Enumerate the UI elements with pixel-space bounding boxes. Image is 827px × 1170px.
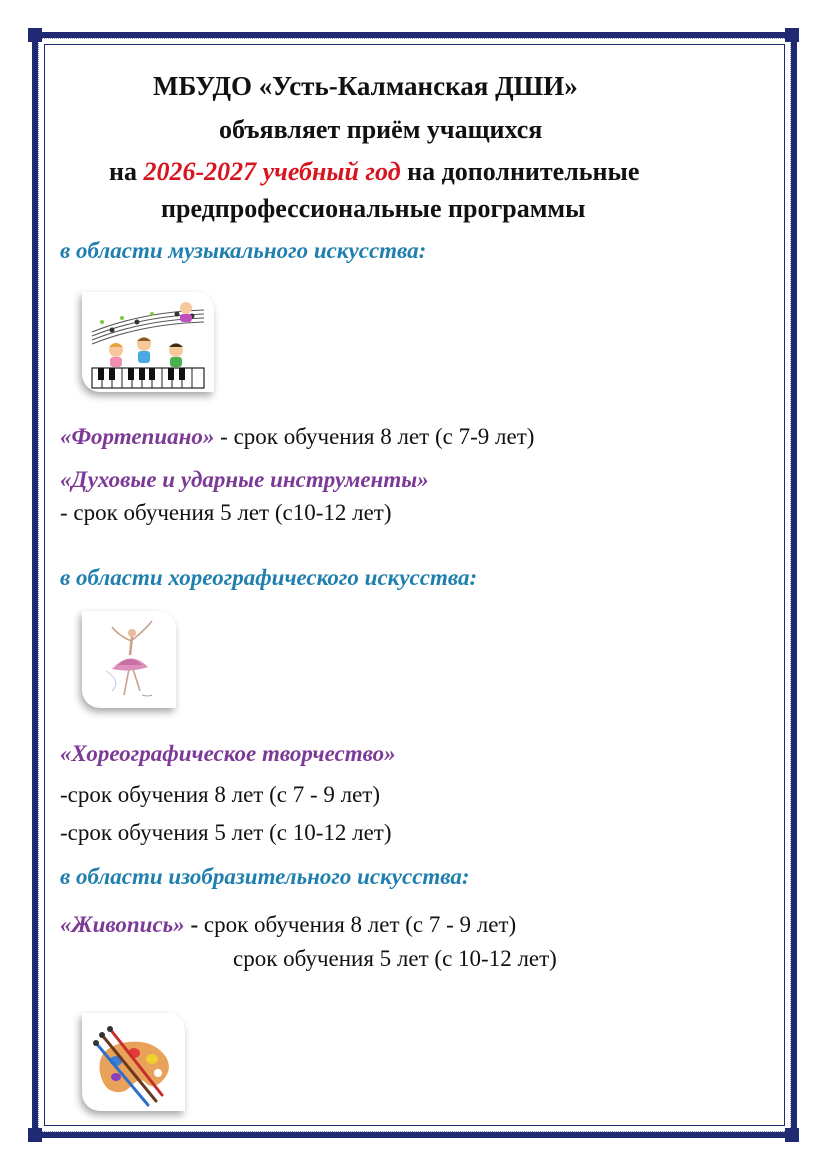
children-piano-icon xyxy=(82,292,214,392)
art-area-title: в области изобразительного искусства: xyxy=(60,864,470,889)
piano-program-name: «Фортепиано» xyxy=(60,424,215,449)
frame-corner-ornament xyxy=(785,1128,799,1142)
header-programs: предпрофессиональные программы xyxy=(161,194,586,223)
header-school-name: МБУДО «Усть-Калманская ДШИ» xyxy=(153,71,578,101)
header-year: 2026-2027 учебный год xyxy=(143,157,401,186)
piano-program-line xyxy=(60,424,534,450)
art-image-card xyxy=(82,1013,185,1111)
painting-term-5-years: срок обучения 5 лет (с 10-12 лет) xyxy=(233,946,557,971)
choreo-area-title: в области хореографического искусства: xyxy=(60,565,478,590)
frame-corner-ornament xyxy=(785,28,799,42)
painting-program-line xyxy=(60,912,516,938)
choreo-term-5-years: -срок обучения 5 лет (с 10-12 лет) xyxy=(60,820,392,845)
music-image-card xyxy=(82,292,214,392)
choreo-image-card xyxy=(82,611,176,708)
frame-corner-ornament xyxy=(28,1128,42,1142)
painting-dash: - xyxy=(184,912,199,937)
header-year-prefix: на xyxy=(109,157,144,186)
piano-program-term: - срок обучения 8 лет (с 7-9 лет) xyxy=(214,424,535,449)
frame-corner-ornament xyxy=(28,28,42,42)
paint-palette-icon xyxy=(82,1013,185,1111)
winds-program-term: - срок обучения 5 лет (с10-12 лет) xyxy=(60,500,392,525)
painting-term-8-years: срок обучения 8 лет (с 7 - 9 лет) xyxy=(198,912,517,937)
header-announcement: объявляет приём учащихся xyxy=(219,115,543,144)
header-year-suffix: на дополнительные xyxy=(400,157,640,186)
ballerina-icon xyxy=(82,611,176,708)
choreo-term-8-years: -срок обучения 8 лет (с 7 - 9 лет) xyxy=(60,782,381,807)
music-area-title: в области музыкального искусства: xyxy=(60,238,427,263)
header-year-line xyxy=(109,157,639,187)
winds-program-name: «Духовые и ударные инструменты» xyxy=(60,467,429,492)
painting-program-name: «Живопись» xyxy=(60,912,185,937)
choreo-program-name: «Хореографическое творчество» xyxy=(60,741,396,766)
